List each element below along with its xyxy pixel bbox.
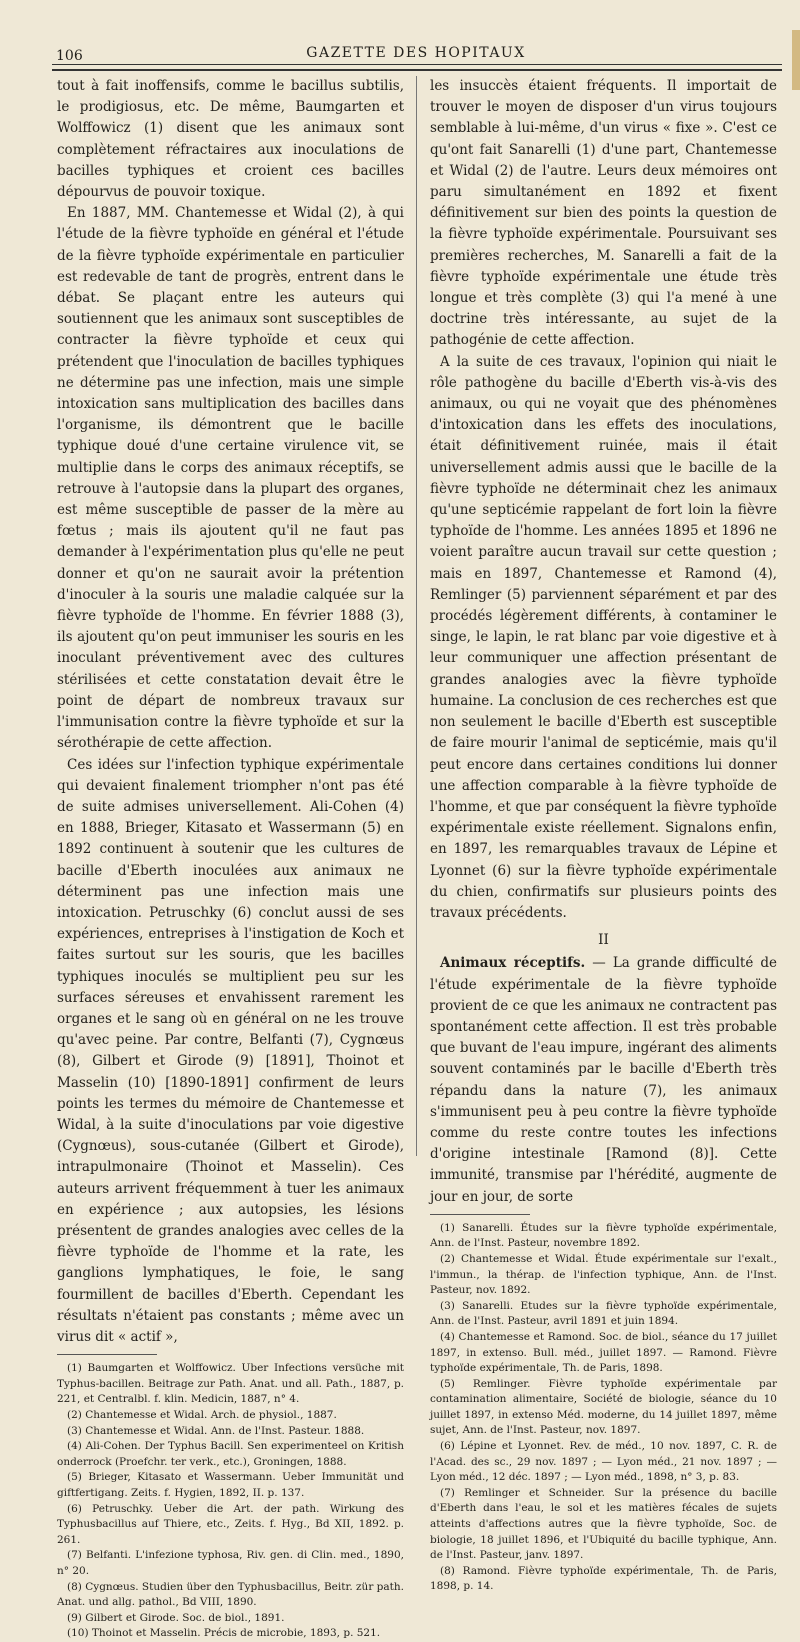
footnote: (5) Brieger, Kitasato et Wassermann. Ueber Immunität und giftfertigang. Zeits. f. Hygien, 1892, II. p. 137. [57,1471,404,1499]
footnote: (2) Chantemesse et Widal. Étude expérimentale sur l'exalt., l'immun., la thérap. de l'infection typhique, Ann. de l'Inst. Pasteur, nov. 1892. [430,1252,777,1297]
section-paragraph [430,953,777,1207]
footnote: (6) Petruschky. Ueber die Art. der path. Wirkung des Typhusbacillus auf Thiere, etc., Zeits. f. Hyg., Bd XII, 1892. p. 261. [57,1502,404,1546]
footnote-rule [430,1214,530,1215]
column-divider [416,76,417,1156]
footnote: (8) Ramond. Fièvre typhoïde expérimentale, Th. de Paris, 1898, p. 14. [430,1564,777,1593]
right-column [430,76,777,1595]
section-number: II [598,932,609,949]
footnote: (2) Chantemesse et Widal. Arch. de physiol., 1887. [67,1408,337,1421]
page-number: 106 [56,48,83,64]
footnote: (5) Remlinger. Fièvre typhoïde expérimentale par contamination alimentaire, Société de biologie, séance du 10 juillet 1897, in extenso Méd. moderne, du 14 juillet 1897, même sujet, Ann. de l'Inst. Pasteur, nov. 1897. [430,1377,777,1437]
publication-title: GAZETTE DES HOPITAUX [306,45,526,61]
left-footnotes [57,1361,404,1642]
section-heading: Animaux réceptifs. [440,955,586,972]
header-rule-thin [52,64,782,65]
paragraph: A la suite de ces travaux, l'opinion qui niait le rôle pathogène du bacille d'Eberth vis-à-vis des animaux, ou qui ne voyait que des phénomènes d'intoxication dans les effets des inoculations, était définitivement ruinée, mais il était universellement admis aussi que le bacille de la fièvre typhoïde ne déterminait chez les animaux qu'une septicémie rappelant de fort loin la fièvre typhoïde de l'homme. Les années 1895 et 1896 ne voient paraître aucun travail sur cette question ; mais en 1897, Chantemesse et Ramond (4), Remlinger (5) parviennent séparément et par des procédés légèrement différents, à contaminer le singe, le lapin, le rat blanc par voie digestive et à leur communiquer une affection présentant de grandes analogies avec la fièvre typhoïde humaine. La conclusion de ces recherches est que non seulement le bacille d'Eberth est susceptible de faire mourir l'animal de septicémie, mais qu'il peut encore dans certaines conditions lui donner une affection comparable à la fièvre typhoïde de l'homme, et que par conséquent la fièvre typhoïde expérimentale existe réellement. Signalons enfin, en 1897, les remarquables travaux de Lépine et Lyonnet (6) sur la fièvre typhoïde expérimentale du chien, confirmatifs sur plusieurs points des travaux précédents. [430,353,777,921]
paragraph: Ces idées sur l'infection typhique expérimentale qui devaient finalement triompher n'ont pas été de suite admises universellement. Ali-Cohen (4) en 1888, Brieger, Kitasato et Wassermann (5) en 1892 continuent à soutenir que les cultures de bacille d'Eberth inoculées aux animaux ne déterminent pas une infection mais une intoxication. Petruschky (6) conclut aussi de ses expériences, entreprises à l'instigation de Koch et faites surtout sur les souris, que les bacilles typhiques inoculés se multiplient peu sur les surfaces séreuses et envahissent rarement les organes et le sang où en général on ne les trouve qu'avec peine. Par contre, Belfanti (7), Cygnœus (8), Gilbert et Girode (9) [1891], Thoinot et Masselin (10) [1890-1891] confirment de leurs points les termes du mémoire de Chantemesse et Widal, à la suite d'inoculations par voie digestive (Cygnœus), sous-cutanée (Gilbert et Girode), intrapulmonaire (Thoinot et Masselin). Ces auteurs arrivent fréquemment à tuer les animaux en expérience ; aux autopsies, les lésions présentent de grandes analogies avec celles de la fièvre typhoïde de l'homme et la rate, les ganglions lymphatiques, le foie, le sang fourmillent de bacilles d'Eberth. Cependant les résultats n'étaient pas constants ; même avec un virus dit « actif », [57,756,404,1345]
left-body [57,76,404,1348]
right-body [430,76,777,1208]
right-footnotes [430,1221,777,1595]
footnote: (9) Gilbert et Girode. Soc. de biol., 1891. [67,1611,285,1624]
footnote: (1) Sanarelli. Études sur la fièvre typhoïde expérimentale, Ann. de l'Inst. Pasteur, novembre 1892. [430,1221,777,1250]
paragraph: tout à fait inoffensifs, comme le bacillus subtilis, le prodigiosus, etc. De même, Baumgarten et Wolffowicz (1) disent que les animaux sont complètement réfractaires aux inoculations de bacilles typhiques et croient ces bacilles dépourvus de pouvoir toxique. [57,78,404,201]
footnote: (10) Thoinot et Masselin. Précis de microbie, 1893, p. 521. [67,1627,381,1640]
left-column [57,76,404,1642]
footnote-rule [57,1354,157,1355]
footnote: (6) Lépine et Lyonnet. Rev. de méd., 10 nov. 1897, C. R. de l'Acad. des sc., 29 nov. 1897 ; — Lyon méd., 21 nov. 1897 ; — Lyon méd., 12 déc. 1897 ; — Lyon méd., 1898, n° 3, p. 83. [430,1440,777,1484]
section-text: — La grande difficulté de l'étude expérimentale de la fièvre typhoïde provient de ce que les animaux ne contractent pas spontanément cette affection. Il est très probable que buvant de l'eau impure, ingérant des aliments souvent contaminés par le bacille d'Eberth très répandu dans la nature (7), les animaux s'immunisent peu à peu contre la fièvre typhoïde comme du reste contre toutes les infections d'origine intestinale [Ramond (8)]. Cette immunité, transmise par l'hérédité, augmente de jour en jour, de sorte [430,955,777,1205]
footnote: (4) Ali-Cohen. Der Typhus Bacill. Sen experimenteel on Kritish onderrock (Proefchr. ter verk., etc.), Groningen, 1888. [57,1440,404,1468]
footnote: (1) Baumgarten et Wolffowicz. Uber Infections versüche mit Typhus-bacillen. Beitrage zur Path. Anat. und all. Path., 1887, p. 221, et Centralbl. f. klin. Medicin, 1887, n° 4. [57,1362,404,1406]
page-edge-tab [792,30,800,90]
footnote: (7) Belfanti. L'infezione typhosa, Riv. gen. di Clin. med., 1890, n° 20. [57,1549,404,1577]
footnote: (8) Cygnœus. Studien über den Typhusbacillus, Beitr. zür path. Anat. und allg. pathol., Bd VIII, 1890. [57,1580,404,1609]
footnote: (3) Sanarelli. Etudes sur la fièvre typhoïde expérimentale, Ann. de l'Inst. Pasteur, avril 1891 et juin 1894. [430,1299,777,1328]
header-rule-thick [52,69,782,71]
footnote: (4) Chantemesse et Ramond. Soc. de biol., séance du 17 juillet 1897, in extenso. Bull. méd., juillet 1897. — Ramond. Fièvre typhoïde expérimentale, Th. de Paris, 1898. [430,1330,777,1375]
paragraph: En 1887, MM. Chantemesse et Widal (2), à qui l'étude de la fièvre typhoïde en général et l'étude de la fièvre typhoïde expérimentale en particulier est redevable de tant de progrès, entrent dans le débat. Se plaçant entre les auteurs qui soutiennent que les animaux sont susceptibles de contracter la fièvre typhoïde et ceux qui prétendent que l'inoculation de bacilles typhiques ne détermine pas une infection, mais une simple intoxication sans multiplication des bacilles dans l'organisme, ils démontrent que le bacille typhique doué d'une certaine virulence vit, se multiplie dans le corps des animaux réceptifs, se retrouve à l'autopsie dans la plupart des organes, est même susceptible de passer de la mère au fœtus ; mais ils ajoutent qu'il ne faut pas demander à l'expérimentation plus qu'elle ne peut donner et qu'on ne saurait avoir la prétention d'inoculer à la souris une maladie calquée sur la fièvre typhoïde de l'homme. En février 1888 (3), ils ajoutent qu'on peut immuniser les souris en les inoculant préventivement avec des cultures stérilisées et cette constatation devait être le point de départ de nombreux travaux sur l'immunisation contre la fièvre typhoïde et sur la sérothérapie de cette affection. [57,205,404,752]
footnote: (7) Remlinger et Schneider. Sur la présence du bacille d'Eberth dans l'eau, le sol et les matières fécales de sujets atteints d'affections autres que la fièvre typhoïde, Soc. de biologie, 18 juillet 1896, et l'Ubiquité du bacille typhique, Ann. de l'Inst. Pasteur, janv. 1897. [430,1486,777,1562]
footnote: (3) Chantemesse et Widal. Ann. de l'Inst. Pasteur. 1888. [67,1424,365,1437]
paragraph: les insuccès étaient fréquents. Il importait de trouver le moyen de disposer d'un virus toujours semblable à lui-même, d'un virus « fixe ». C'est ce qu'ont fait Sanarelli (1) d'une part, Chantemesse et Widal (2) de l'autre. Leurs deux mémoires ont paru simultanément en 1892 et fixent définitivement sur bien des points la question de la fièvre typhoïde expérimentale. Poursuivant ses premières recherches, M. Sanarelli a fait de la fièvre typhoïde expérimentale une étude très longue et très complète (3) qui l'a mené à une doctrine très intéressante, au sujet de la pathogénie de cette affection. [430,78,777,349]
